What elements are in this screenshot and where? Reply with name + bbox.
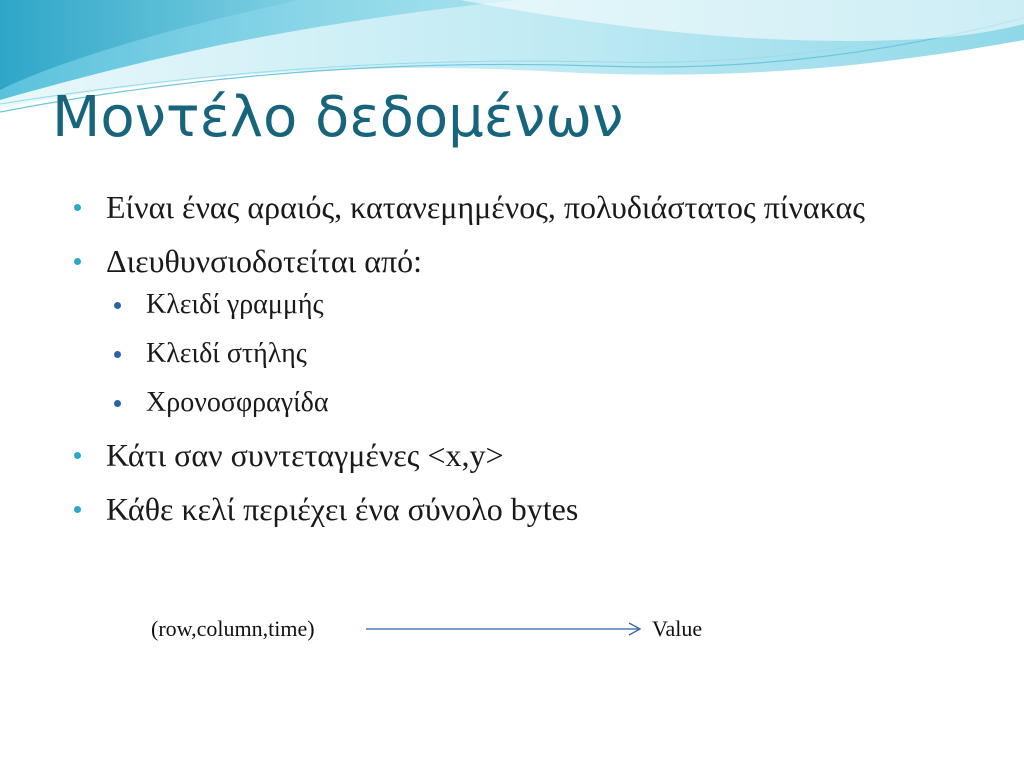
mapping-key-label: (row,column,time) [151, 616, 315, 641]
bullet-item [74, 186, 934, 228]
sub-bullet-list [106, 286, 934, 422]
bullet-dot-icon [74, 258, 81, 265]
mapping-value-label: Value [652, 616, 703, 641]
bullet-item [74, 240, 934, 422]
sub-bullet-text: Κλειδί γραμμής [146, 289, 324, 320]
sub-bullet-text: Χρονοσφραγίδα [146, 387, 329, 418]
right-arrow-icon [366, 619, 644, 639]
bullet-dot-icon [74, 452, 81, 459]
bullet-item [74, 434, 934, 476]
bullet-list [74, 186, 934, 542]
sub-bullet-item [114, 286, 934, 324]
bullet-text: Κάτι σαν συντεταγμένες <x,y> [106, 437, 504, 473]
sub-bullet-dot-icon [114, 400, 121, 407]
bullet-dot-icon [74, 204, 81, 211]
sub-bullet-dot-icon [114, 351, 121, 358]
sub-bullet-item [114, 335, 934, 373]
sub-bullet-item [114, 384, 934, 422]
sub-bullet-text: Κλειδί στήλης [146, 338, 307, 369]
bullet-text: Είναι ένας αραιός, κατανεμημένος, πολυδιάστατος πίνακας [106, 189, 865, 225]
bullet-text: Διευθυνσιοδοτείται από: [106, 243, 422, 279]
slide-title: Μοντέλο δεδομένων [52, 85, 624, 150]
bullet-dot-icon [74, 506, 81, 513]
bullet-item [74, 488, 934, 530]
sub-bullet-dot-icon [114, 302, 121, 309]
bullet-text: Κάθε κελί περιέχει ένα σύνολο bytes [106, 491, 579, 527]
